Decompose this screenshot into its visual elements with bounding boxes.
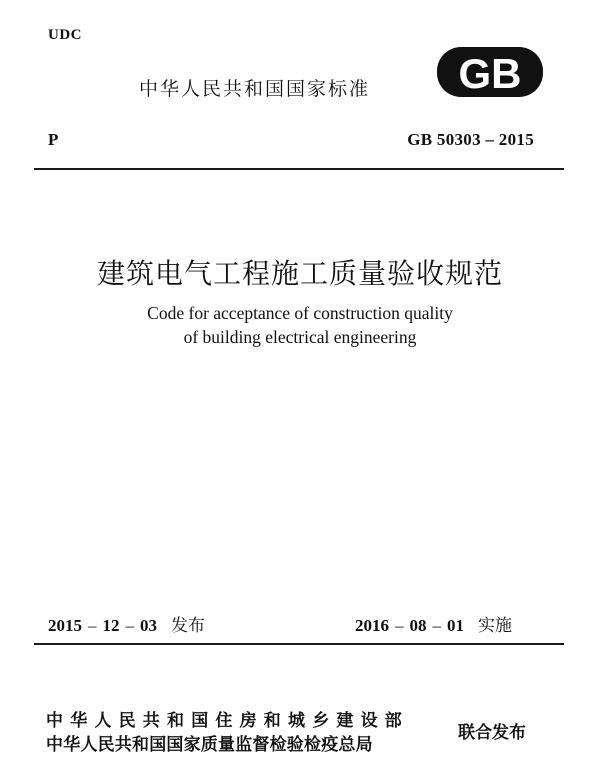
category-code: P (48, 130, 59, 149)
implement-label: 实施 (478, 616, 512, 636)
bottom-divider (34, 643, 564, 645)
implement-date (355, 611, 512, 636)
implement-month: 08 (409, 616, 427, 635)
issue-label: 发布 (171, 616, 205, 636)
standard-number: GB 50303 – 2015 (407, 130, 534, 149)
gb-logo-icon (436, 46, 544, 98)
implement-year: 2016 (355, 616, 389, 635)
svg-text:GB: GB (458, 50, 522, 97)
date-separator: – (395, 616, 404, 635)
publisher-line1: 中华人民共和国住房和城乡建设部 (46, 711, 409, 731)
issue-day: 03 (140, 616, 157, 635)
date-separator: – (432, 616, 441, 635)
udc-label: UDC (48, 27, 82, 43)
title-english-line1: Code for acceptance of construction quality (147, 303, 453, 323)
issue-month: 12 (102, 616, 120, 635)
national-standard-heading: 中华人民共和国国家标准 (139, 78, 371, 100)
date-separator: – (125, 616, 134, 635)
top-divider (34, 168, 564, 170)
issue-year: 2015 (48, 616, 82, 635)
implement-day: 01 (447, 616, 464, 635)
title-chinese: 建筑电气工程施工质量验收规范 (96, 257, 503, 290)
title-english-line2: of building electrical engineering (183, 327, 417, 347)
issue-date (48, 611, 205, 636)
joint-publish-label: 联合发布 (458, 723, 526, 743)
publisher-line2: 中华人民共和国国家质量监督检验检疫总局 (46, 735, 373, 755)
date-separator: – (88, 616, 97, 635)
